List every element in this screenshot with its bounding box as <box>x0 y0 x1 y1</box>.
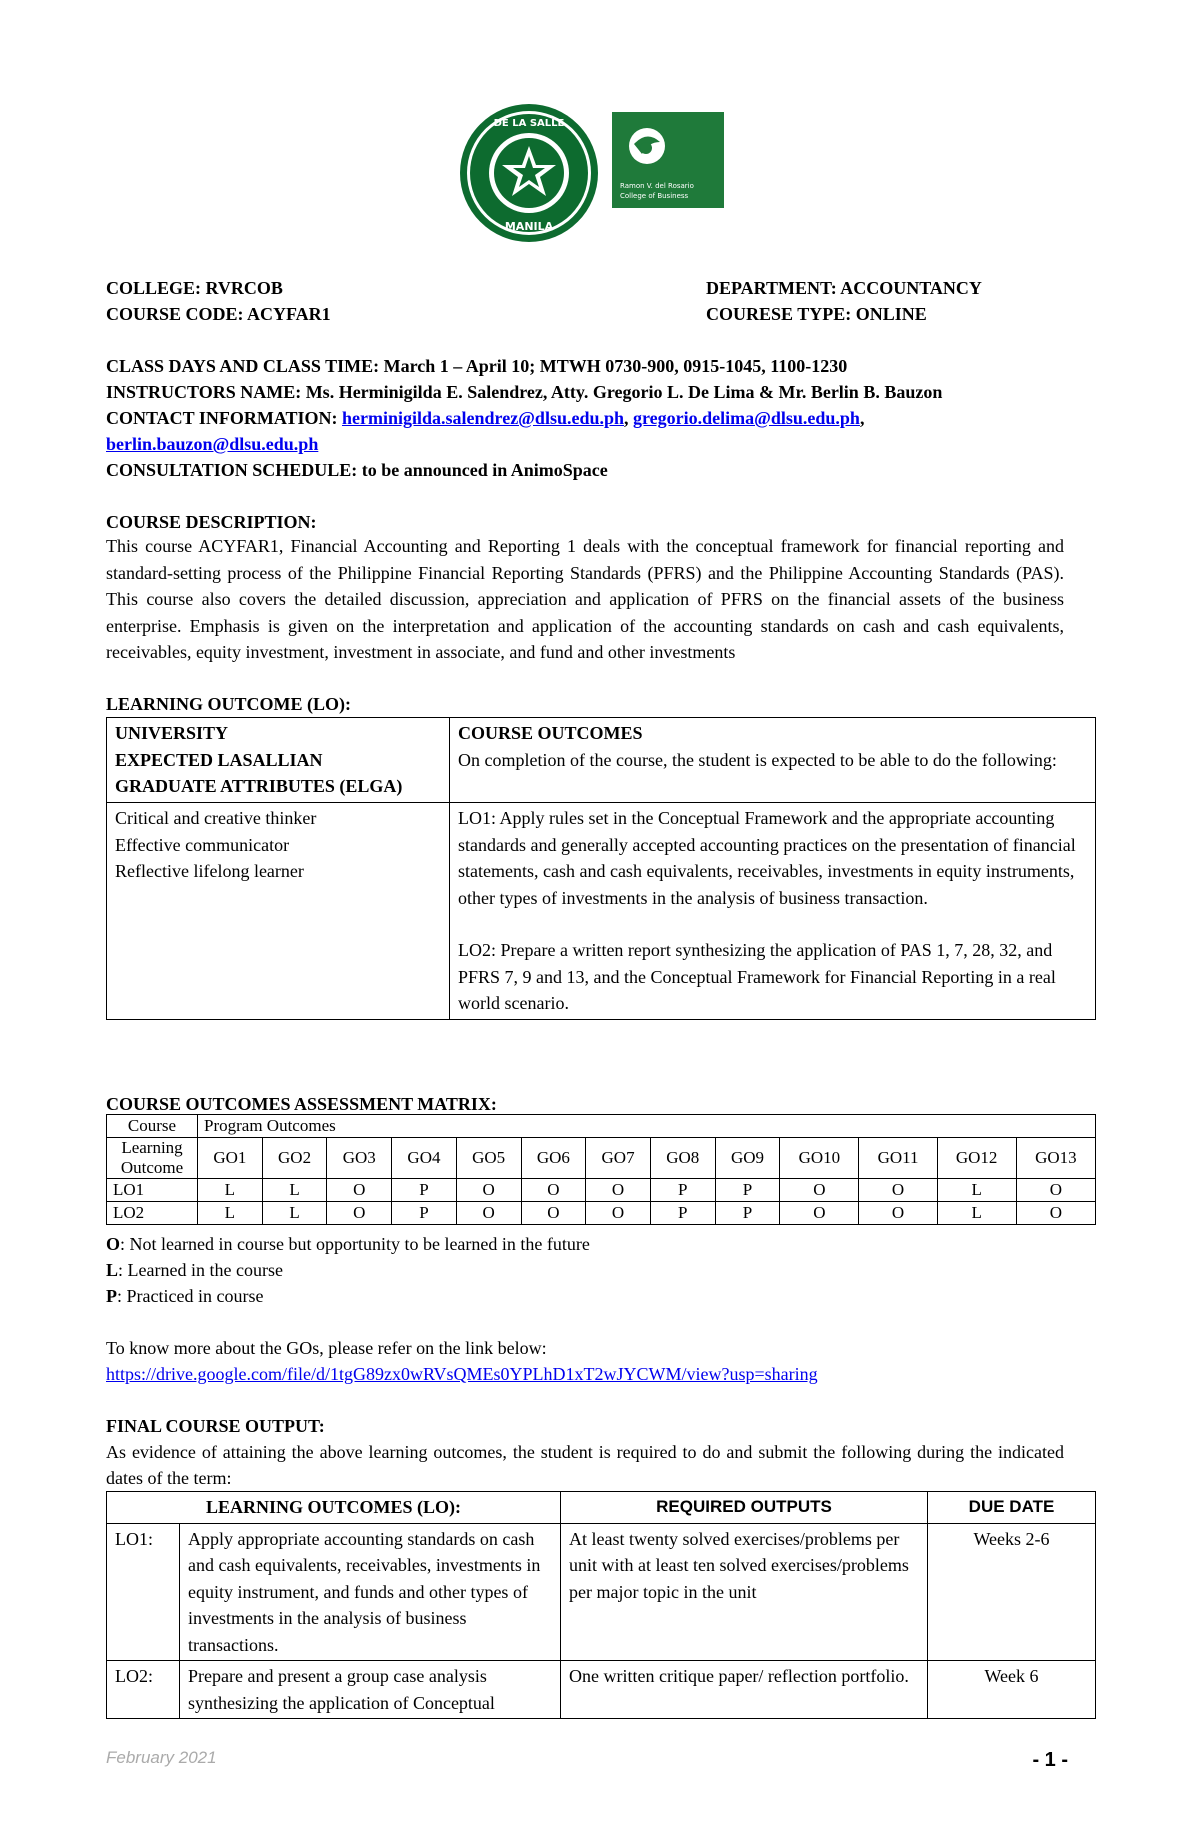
go-header-cell: GO3 <box>327 1138 392 1179</box>
matrix-cell: O <box>456 1202 521 1225</box>
table-row <box>107 1202 1096 1225</box>
required-output: One written critique paper/ reflection portfolio. <box>561 1661 928 1719</box>
legend-l <box>106 1258 283 1282</box>
col-learning-outcomes: LEARNING OUTCOMES (LO): <box>107 1492 561 1524</box>
matrix-cell: O <box>780 1202 859 1225</box>
legend-o <box>106 1232 590 1256</box>
matrix-cell: L <box>262 1202 327 1225</box>
go-header-cell: GO12 <box>937 1138 1016 1179</box>
department-label: DEPARTMENT: ACCOUNTANCY <box>706 278 982 298</box>
col-required-outputs: REQUIRED OUTPUTS <box>561 1492 928 1524</box>
elga-header-line-3: GRADUATE ATTRIBUTES (ELGA) <box>115 776 403 796</box>
dlsu-seal-logo <box>458 102 600 244</box>
contact-info: CONTACT INFORMATION: herminigilda.salendrez@dlsu.edu.ph, gregorio.delima@dlsu.edu.ph, <box>106 408 865 428</box>
course-outcomes-header <box>450 718 1096 803</box>
elga-header-line-1: UNIVERSITY <box>115 723 229 743</box>
due-date: Week 6 <box>928 1661 1096 1719</box>
email-link-bauzon[interactable]: berlin.bauzon@dlsu.edu.ph <box>106 434 319 454</box>
matrix-cell: P <box>392 1202 457 1225</box>
go-note: To know more about the GOs, please refer on the link below: <box>106 1338 547 1358</box>
contact-label: CONTACT INFORMATION: <box>106 408 338 428</box>
course-outcomes-title: COURSE OUTCOMES <box>458 723 643 743</box>
assessment-matrix-heading: COURSE OUTCOMES ASSESSMENT MATRIX: <box>106 1094 497 1114</box>
matrix-cell: L <box>262 1179 327 1202</box>
course-outcomes-list <box>450 803 1096 1020</box>
course-outcomes-subtitle: On completion of the course, the student is expected to be able to do the following: <box>458 749 1057 770</box>
elga-attributes <box>107 803 450 1020</box>
final-output-table <box>106 1491 1096 1719</box>
go-header-cell: GO5 <box>456 1138 521 1179</box>
matrix-cell: O <box>859 1202 937 1225</box>
elga-header-line-2: EXPECTED LASALLIAN <box>115 749 323 770</box>
matrix-cell: O <box>327 1202 392 1225</box>
program-outcomes-label: Program Outcomes <box>198 1115 1096 1138</box>
contact-info-cont <box>106 432 318 456</box>
go-header-cell: GO2 <box>262 1138 327 1179</box>
matrix-cell: P <box>715 1202 780 1225</box>
go-header-cell: GO11 <box>859 1138 937 1179</box>
lo2-text: LO2: Prepare a written report synthesizing the application of PAS 1, 7, 28, 32, and PFRS 7, 9 and 13, and the Conceptual Framework for Financial Reporting in a real world scenario. <box>458 940 1056 1013</box>
matrix-cell: P <box>650 1202 715 1225</box>
svg-text:DE LA SALLE: DE LA SALLE <box>493 118 565 129</box>
course-description-text: This course ACYFAR1, Financial Accounting and Reporting 1 deals with the conceptual framework for financial reporting and standard-setting process of the Philippine Financial Reporting Standards (PFRS) and the Philippine Accounting Standards (PAS). This course also covers the detailed discussion, appreciation and application of PFRS on the financial assets of the business enterprise. Emphasis is given on the interpretation and application of the accounting standards on cash and cash equivalents, receivables, equity investment, investment in associate, and fund and other investments <box>106 536 1064 662</box>
svg-text:College of Business: College of Business <box>620 192 689 200</box>
row-label: LO2 <box>107 1202 198 1225</box>
elga-header <box>107 718 450 803</box>
go-header-cell: GO13 <box>1016 1138 1095 1179</box>
lo-description: Apply appropriate accounting standards on cash and cash equivalents, receivables, investments in equity instrument, and funds and other types of investments in the analysis of business transactions. <box>180 1523 561 1661</box>
svg-text:Ramon V. del Rosario: Ramon V. del Rosario <box>620 182 694 190</box>
go-link[interactable]: https://drive.google.com/file/d/1tgG89zx0wRVsQMEs0YPLhD1xT2wJYCWM/view?usp=sharing <box>106 1364 818 1384</box>
consultation-value: to be announced in AnimoSpace <box>361 460 608 480</box>
college-label: COLLEGE: RVRCOB <box>106 278 283 298</box>
table-row <box>107 1523 1096 1661</box>
lo-description: Prepare and present a group case analysis synthesizing the application of Conceptual <box>180 1661 561 1719</box>
matrix-cell: O <box>521 1202 586 1225</box>
learning-outcome-table <box>106 717 1096 1020</box>
go-header-cell: GO1 <box>198 1138 263 1179</box>
assessment-matrix-table <box>106 1114 1096 1225</box>
legend-text: : Not learned in course but opportunity to be learned in the future <box>120 1234 590 1254</box>
legend-text: : Practiced in course <box>117 1286 264 1306</box>
consultation-schedule <box>106 458 608 482</box>
final-output-intro: As evidence of attaining the above learning outcomes, the student is required to do and submit the following during the indicated dates of the term: <box>106 1442 1064 1488</box>
due-date: Weeks 2-6 <box>928 1523 1096 1661</box>
attribute-item: Effective communicator <box>115 834 290 855</box>
matrix-cell: O <box>1016 1202 1095 1225</box>
matrix-cell: P <box>650 1179 715 1202</box>
learning-outcome-label: Learning Outcome <box>107 1138 198 1179</box>
matrix-cell: L <box>937 1202 1016 1225</box>
learning-outcome-heading: LEARNING OUTCOME (LO): <box>106 694 352 714</box>
matrix-cell: O <box>521 1179 586 1202</box>
rvr-college-logo <box>612 112 724 208</box>
svg-text:MANILA: MANILA <box>504 220 554 233</box>
attribute-item: Critical and creative thinker <box>115 808 317 828</box>
col-due-date: DUE DATE <box>928 1492 1096 1524</box>
go-header-cell: GO6 <box>521 1138 586 1179</box>
footer-date: February 2021 <box>106 1748 217 1767</box>
email-link-delima[interactable]: gregorio.delima@dlsu.edu.ph <box>633 408 860 428</box>
matrix-cell: O <box>586 1202 651 1225</box>
class-days-label: CLASS DAYS AND CLASS TIME: March 1 – April 10; MTWH 0730-900, 0915-1045, 1100-1230 <box>106 356 848 376</box>
matrix-cell: O <box>780 1179 859 1202</box>
table-row <box>107 1661 1096 1719</box>
matrix-cell: O <box>327 1179 392 1202</box>
email-link-salendrez[interactable]: herminigilda.salendrez@dlsu.edu.ph <box>342 408 624 428</box>
legend-key: O <box>106 1234 121 1254</box>
matrix-cell: L <box>198 1202 263 1225</box>
legend-p <box>106 1284 263 1308</box>
matrix-cell: P <box>392 1179 457 1202</box>
course-label: Course <box>107 1115 198 1138</box>
final-output-heading: FINAL COURSE OUTPUT: <box>106 1416 325 1436</box>
legend-key: L <box>106 1260 119 1280</box>
go-link-row <box>106 1362 818 1386</box>
table-row <box>107 718 1096 803</box>
go-header-cell: GO7 <box>586 1138 651 1179</box>
matrix-cell: O <box>859 1179 937 1202</box>
lo-code: LO1: <box>107 1523 180 1661</box>
course-code-label: COURSE CODE: ACYFAR1 <box>106 304 331 324</box>
table-row <box>107 1179 1096 1202</box>
consultation-label: CONSULTATION SCHEDULE: <box>106 460 358 480</box>
legend-key: P <box>106 1286 117 1306</box>
table-row <box>107 1492 1096 1524</box>
matrix-cell: O <box>1016 1179 1095 1202</box>
row-label: LO1 <box>107 1179 198 1202</box>
instructors-label: INSTRUCTORS NAME: Ms. Herminigilda E. Salendrez, Atty. Gregorio L. De Lima & Mr. Berlin B. Bauzon <box>106 382 943 402</box>
page-number: - 1 - <box>1032 1749 1068 1771</box>
matrix-cell: O <box>456 1179 521 1202</box>
go-header-cell: GO10 <box>780 1138 859 1179</box>
table-row <box>107 1115 1096 1138</box>
go-header-cell: GO9 <box>715 1138 780 1179</box>
table-row <box>107 803 1096 1020</box>
matrix-cell: P <box>715 1179 780 1202</box>
course-type-label: COURESE TYPE: ONLINE <box>706 304 927 324</box>
course-description-heading: COURSE DESCRIPTION: <box>106 512 317 532</box>
matrix-cell: L <box>198 1179 263 1202</box>
lo-code: LO2: <box>107 1661 180 1719</box>
table-row <box>107 1138 1096 1179</box>
required-output: At least twenty solved exercises/problems per unit with at least ten solved exercises/problems per major topic in the unit <box>561 1523 928 1661</box>
lo1-text: LO1: Apply rules set in the Conceptual Framework and the appropriate accounting standards and generally accepted accounting practices on the presentation of financial statements, cash and cash equivalents, receivables, investments in equity instruments, other types of investments in the analysis of business transaction. <box>458 808 1076 908</box>
go-header-cell: GO4 <box>392 1138 457 1179</box>
matrix-cell: L <box>937 1179 1016 1202</box>
legend-text: : Learned in the course <box>118 1260 283 1280</box>
matrix-cell: O <box>586 1179 651 1202</box>
attribute-item: Reflective lifelong learner <box>115 861 304 881</box>
go-header-cell: GO8 <box>650 1138 715 1179</box>
